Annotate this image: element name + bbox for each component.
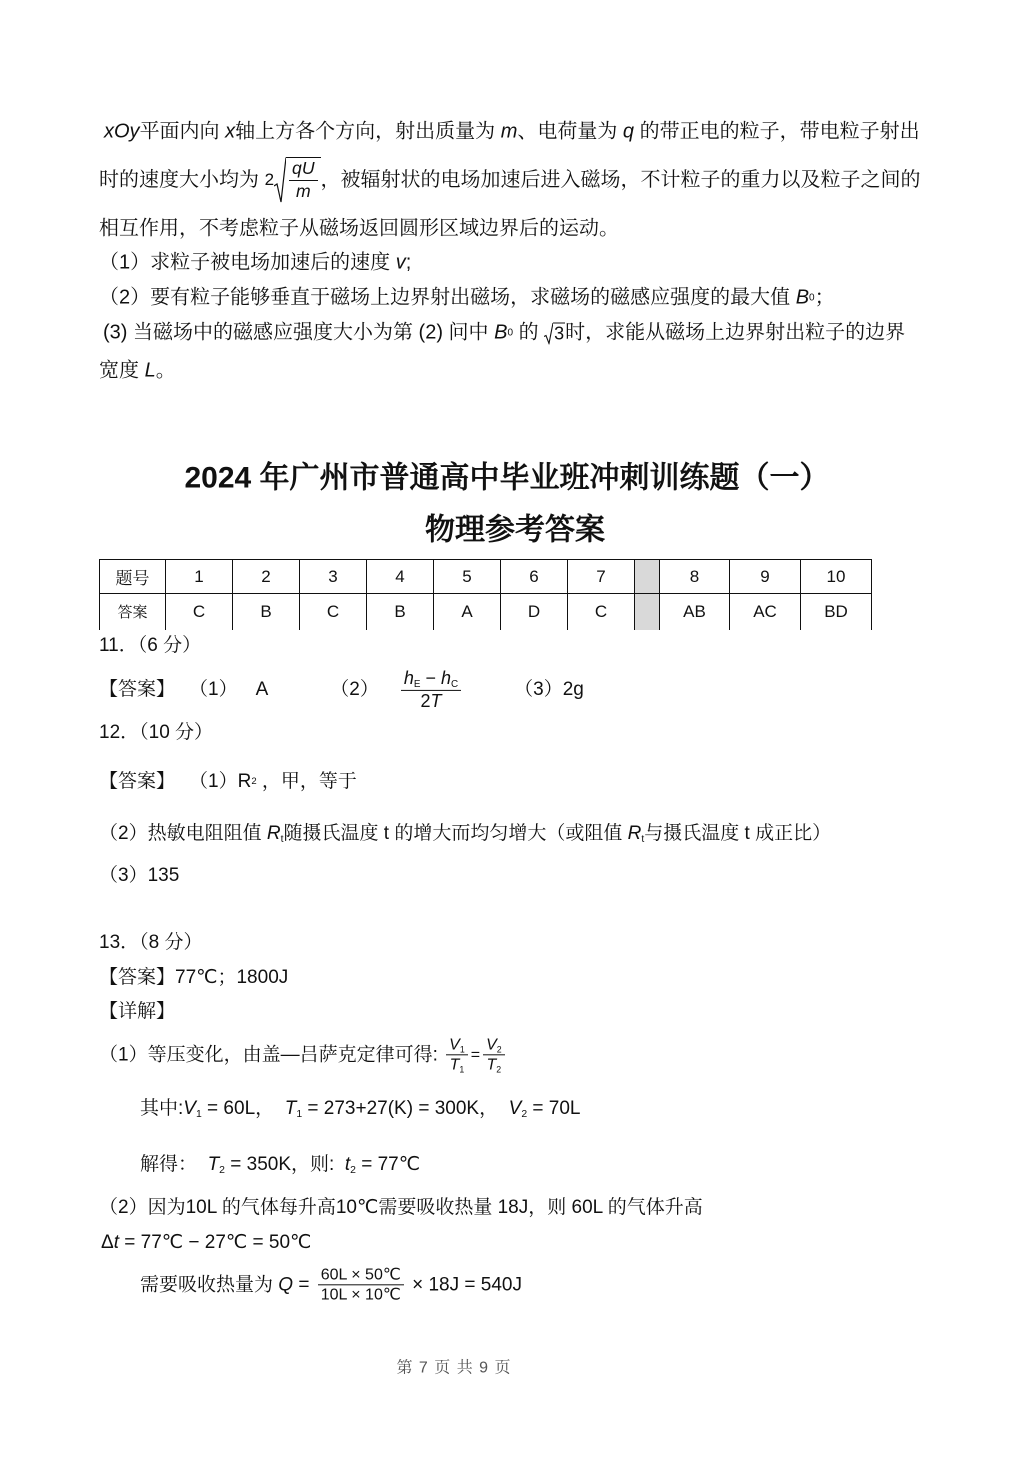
equals-sign: = (470, 1046, 481, 1064)
answer-value: 2g (562, 679, 584, 701)
answer-text: （2）热敏电阻阻值 (99, 823, 267, 845)
q11-heading (99, 633, 201, 659)
var-index: t (280, 834, 284, 846)
var-m: m (500, 120, 518, 143)
var-L: L (144, 359, 156, 382)
var-V: V (486, 1036, 497, 1054)
var-index: 0 (507, 327, 514, 338)
var-R: R (266, 823, 281, 845)
var-V2 (509, 1096, 528, 1122)
detail-label: 【详解】 (99, 1001, 176, 1023)
var-B0 (796, 285, 815, 312)
var-index: 1 (459, 1064, 465, 1075)
table-cell-number: 4 (367, 560, 434, 594)
table-cell-number: 10 (801, 560, 872, 594)
var-T: T (207, 1154, 220, 1176)
q12-answer-1 (99, 769, 357, 795)
table-cell-number: 8 (660, 560, 730, 594)
answer-label: 【答案】 (99, 967, 176, 989)
var-index: 2 (496, 1064, 502, 1075)
var-T: T (284, 1098, 297, 1120)
question-heading: 13．（8 分） (99, 932, 203, 954)
q12-answer-3 (99, 863, 179, 889)
table-cell-answer: C (166, 594, 233, 630)
equals-sign: = (293, 1274, 315, 1296)
var-Rt (628, 821, 645, 847)
table-row-label: 答案 (100, 594, 166, 630)
var-t2 (345, 1152, 356, 1178)
coefficient: 2 (420, 690, 431, 711)
table-cell-answer: C (300, 594, 367, 630)
question-text: 、电荷量为 (517, 120, 623, 143)
question-text: (3) 当磁场中的磁感应强度大小为第 (2) 问中 (103, 321, 495, 344)
var-T: T (449, 1056, 460, 1074)
radicand (286, 157, 321, 202)
part-number: （2） (330, 679, 379, 701)
var-h: h (440, 667, 451, 688)
question-text: 宽度 (99, 359, 145, 382)
q11-answer (99, 668, 584, 712)
table-cell-answer: AB (660, 594, 730, 630)
var-index: 2 (350, 1165, 356, 1177)
var-index: 2 (251, 775, 257, 787)
table-cell-answer: C (568, 594, 635, 630)
fraction (318, 1265, 404, 1304)
table-cell-answer: A (434, 594, 501, 630)
answer-value: A (255, 679, 269, 701)
var-index: 1 (195, 1109, 202, 1121)
derivation-step-5 (101, 1230, 311, 1256)
derivation-step-1 (99, 1035, 508, 1074)
derivation-text: （2）因为10L 的气体每升高10℃需要吸收热量 18J，则 60L 的气体升高 (99, 1197, 703, 1219)
question-part-2 (99, 285, 835, 312)
derivation-step-2 (140, 1096, 580, 1122)
answer-text: ，甲，等于 (256, 771, 357, 793)
var-V2 (486, 1035, 502, 1054)
table-cell-answer: B (367, 594, 434, 630)
question-part-1 (99, 250, 411, 277)
var-R: R (237, 771, 252, 793)
fraction-numerator (446, 1035, 468, 1054)
fraction-denominator (401, 690, 461, 713)
var-qU: qU (292, 158, 315, 179)
derivation-text: = 77℃ − 27℃ = 50℃ (118, 1232, 312, 1254)
q12-answer-2 (99, 821, 831, 847)
fraction-denominator: 10L × 10℃ (318, 1285, 404, 1305)
derivation-text: = 70L (527, 1098, 581, 1120)
var-index: 0 (809, 292, 815, 303)
derivation-text: × 18J = 540J (406, 1274, 522, 1296)
var-Rt (267, 821, 284, 847)
table-cell-answer: BD (801, 594, 872, 630)
table-cell-number: 5 (434, 560, 501, 594)
derivation-text: = 350K，则: (224, 1154, 345, 1176)
var-h: h (403, 667, 414, 688)
fraction (446, 1035, 468, 1074)
question-text: ; (405, 251, 412, 274)
question-text: ； (814, 286, 835, 309)
part-number: （1） (189, 771, 238, 793)
var-index: 1 (296, 1109, 303, 1121)
var-t: t (344, 1154, 351, 1176)
question-part-3 (103, 320, 905, 347)
q13-detail-label (99, 999, 175, 1025)
question-line-2 (99, 157, 921, 203)
answer-table (99, 559, 872, 630)
derivation-step-6 (140, 1265, 522, 1304)
radical-sign-icon (544, 322, 553, 344)
q12-heading (99, 720, 213, 746)
question-text: 时的速度大小均为 (99, 168, 265, 191)
question-text: 。 (155, 359, 176, 382)
sqrt-expression (274, 157, 321, 203)
derivation-text: （1）等压变化，由盖—吕萨克定律可得: (99, 1044, 444, 1066)
var-B: B (494, 321, 508, 344)
fraction-numerator (289, 158, 318, 179)
delta-symbol: Δ (101, 1232, 114, 1254)
var-T2 (487, 1056, 502, 1075)
table-cell-answer: B (233, 594, 300, 630)
page-footer: 第 7 页 共 9 页 (396, 1359, 512, 1377)
fraction (289, 158, 318, 201)
var-hE (404, 668, 421, 690)
table-cell-number: 2 (233, 560, 300, 594)
answer-text: 与摄氏温度 t 成正比） (644, 823, 832, 845)
var-R: R (627, 823, 642, 845)
var-V: V (508, 1098, 522, 1120)
table-separator-cell (635, 560, 660, 594)
var-T2 (208, 1152, 225, 1178)
question-line-7 (99, 358, 176, 385)
var-V: V (183, 1098, 196, 1120)
derivation-text: = 77℃ (355, 1154, 421, 1176)
table-cell-answer: D (501, 594, 568, 630)
table-cell-number: 3 (300, 560, 367, 594)
answer-text: （3）135 (99, 865, 180, 887)
question-heading: 11．（6 分） (99, 635, 202, 657)
var-index: E (413, 679, 421, 691)
table-separator-cell (635, 594, 660, 630)
var-xoy: xOy (104, 120, 140, 143)
table-cell-answer: AC (730, 594, 801, 630)
q13-heading (99, 930, 202, 956)
fraction-numerator: 60L × 50℃ (320, 1266, 401, 1284)
page-title: 2024 年广州市普通高中毕业班冲刺训练题（一） (184, 461, 830, 495)
var-hC (441, 668, 458, 690)
question-text: （1）求粒子被电场加速后的速度 (99, 251, 396, 274)
var-T1 (285, 1096, 302, 1122)
var-T: T (430, 690, 442, 711)
q13-answer (99, 965, 288, 991)
table-cell-number: 9 (730, 560, 801, 594)
answer-value: 77℃；1800J (175, 967, 289, 989)
var-Q: Q (278, 1274, 294, 1296)
fraction-numerator (483, 1035, 505, 1054)
var-B: B (795, 286, 810, 309)
question-heading: 12．（10 分） (99, 722, 214, 744)
derivation-text: 需要吸收热量为 (140, 1274, 279, 1296)
answer-label: 【答案】 (99, 679, 176, 701)
question-text: ，被辐射状的电场加速后进入磁场，不计粒子的重力以及粒子之间的 (320, 168, 921, 191)
fraction-numerator (401, 668, 461, 690)
table-row-numbers (100, 560, 872, 594)
table-cell-number: 6 (501, 560, 568, 594)
sqrt-3 (544, 322, 565, 344)
var-index: C (451, 679, 459, 691)
question-text: 的 (513, 321, 545, 344)
var-v: v (395, 251, 406, 274)
var-index: t (641, 834, 645, 846)
question-text: 相互作用，不考虑粒子从磁场返回圆形区域边界后的运动。 (99, 217, 619, 240)
derivation-text: 解得： (140, 1154, 208, 1176)
page-subtitle: 物理参考答案 (425, 513, 605, 547)
derivation-text: = 273+27(K) = 300K， (302, 1098, 509, 1120)
question-line-3 (99, 216, 619, 243)
answer-label: 【答案】 (99, 771, 176, 793)
fraction-denominator (446, 1055, 468, 1075)
sqrt-coefficient: 2 (264, 169, 275, 189)
table-cell-number: 7 (568, 560, 635, 594)
derivation-step-4 (99, 1195, 703, 1221)
part-number: （1） (189, 679, 238, 701)
table-row-answers (100, 594, 872, 630)
question-text: 轴上方各个方向，射出质量为 (235, 120, 501, 143)
var-t: t (113, 1232, 119, 1254)
fraction (401, 668, 461, 712)
question-text: 平面内向 (139, 120, 226, 143)
var-V: V (449, 1036, 460, 1054)
var-T1 (450, 1056, 465, 1075)
var-index: 2 (521, 1109, 528, 1121)
derivation-text: = 60L， (201, 1098, 285, 1120)
var-B0 (494, 320, 513, 347)
radical-sign-icon (274, 157, 286, 203)
var-V1 (183, 1096, 202, 1122)
derivation-text: 其中: (140, 1098, 184, 1120)
derivation-step-3 (140, 1152, 420, 1178)
var-R2 (238, 769, 257, 795)
question-text: 的带正电的粒子，带电粒子射出 (634, 120, 920, 143)
question-line-1 (104, 119, 920, 146)
part-number: （3） (514, 679, 563, 701)
radicand-value: 3 (554, 323, 565, 344)
fraction-denominator (483, 1055, 505, 1075)
minus-sign: − (420, 667, 441, 688)
var-index: 2 (219, 1165, 225, 1177)
var-m: m (295, 180, 311, 201)
table-cell-number: 1 (166, 560, 233, 594)
var-q: q (622, 120, 635, 143)
question-text: （2）要有粒子能够垂直于磁场上边界射出磁场，求磁场的磁感应强度的最大值 (99, 286, 796, 309)
var-V1 (449, 1035, 465, 1054)
answer-text: 随摄氏温度 t 的增大而均匀增大（或阻值 (283, 823, 628, 845)
fraction (483, 1035, 505, 1074)
table-row-label: 题号 (100, 560, 166, 594)
fraction-denominator (289, 180, 318, 202)
radicand (553, 322, 565, 344)
var-index: 2 (496, 1044, 502, 1055)
var-T: T (486, 1056, 497, 1074)
var-index: 1 (459, 1044, 465, 1055)
var-x: x (225, 120, 236, 143)
question-text: 时，求能从磁场上边界射出粒子的边界 (565, 321, 906, 344)
